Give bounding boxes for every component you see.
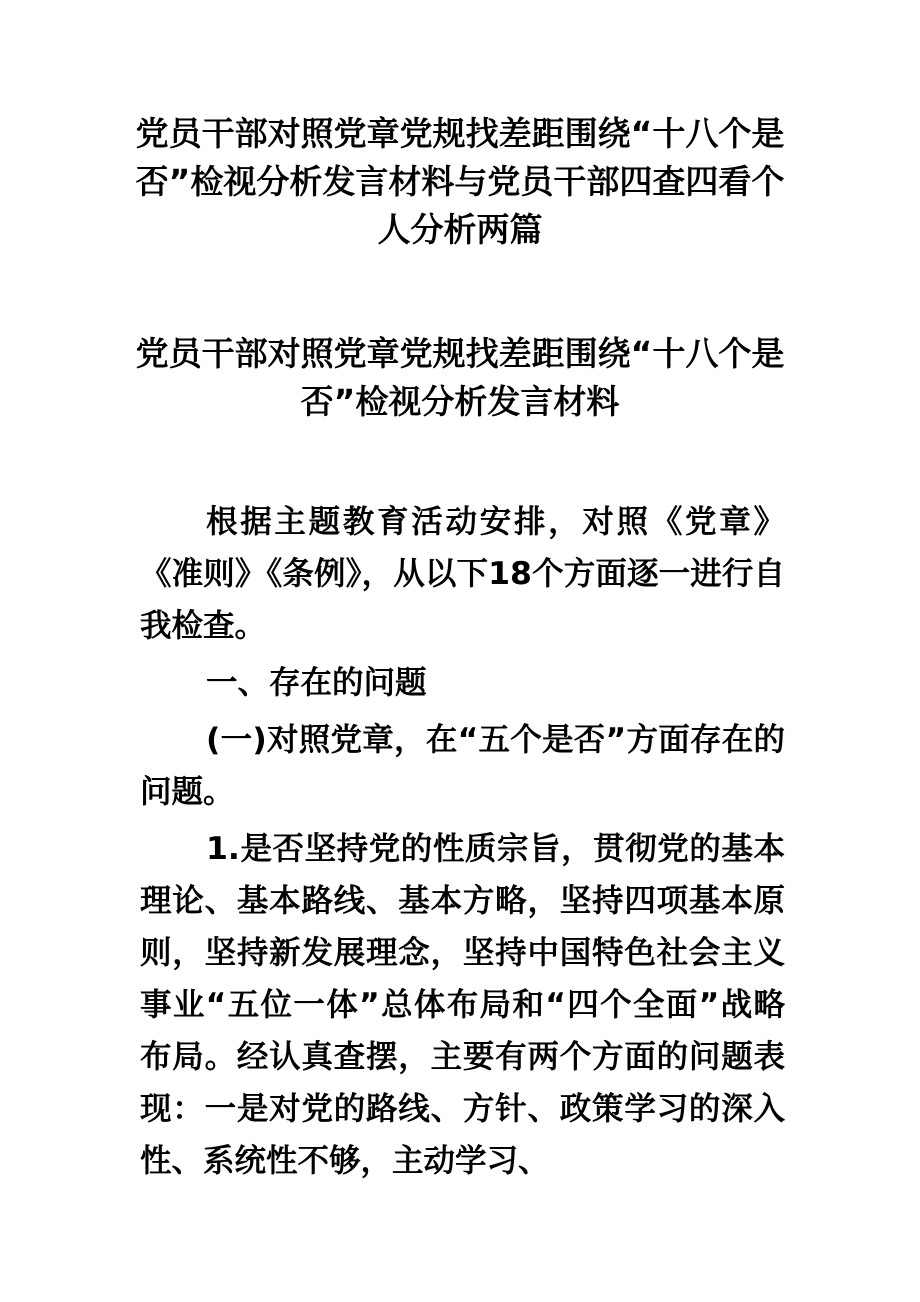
document-main-title: 党员干部对照党章党规找差距围绕“十八个是否”检视分析发言材料与党员干部四查四看个人分析两篇 <box>135 114 785 249</box>
section-heading-problems: 一、存在的问题 <box>206 665 427 701</box>
item-paragraph-1: 1.是否坚持党的性质宗旨，贯彻党的基本理论、基本路线、基本方略，坚持四项基本原则，坚持新发展理念，坚持中国特色社会主义事业“五位一体”总体布局和“四个全面”战略布局。经认真查摆，主要有两个方面的问题表现：一是对党的路线、方针、政策学习的深入性、系统性不够，主动学习、 <box>140 831 785 1179</box>
document-body <box>140 496 785 1187</box>
document-section-title: 党员干部对照党章党规找差距围绕“十八个是否”检视分析发言材料 <box>135 334 785 421</box>
subsection-heading-party-constitution: (一)对照党章，在“五个是否”方面存在的问题。 <box>140 722 785 810</box>
intro-paragraph: 根据主题教育活动安排，对照《党章》《准则》《条例》，从以下18个方面逐一进行自我检查。 <box>140 504 785 644</box>
